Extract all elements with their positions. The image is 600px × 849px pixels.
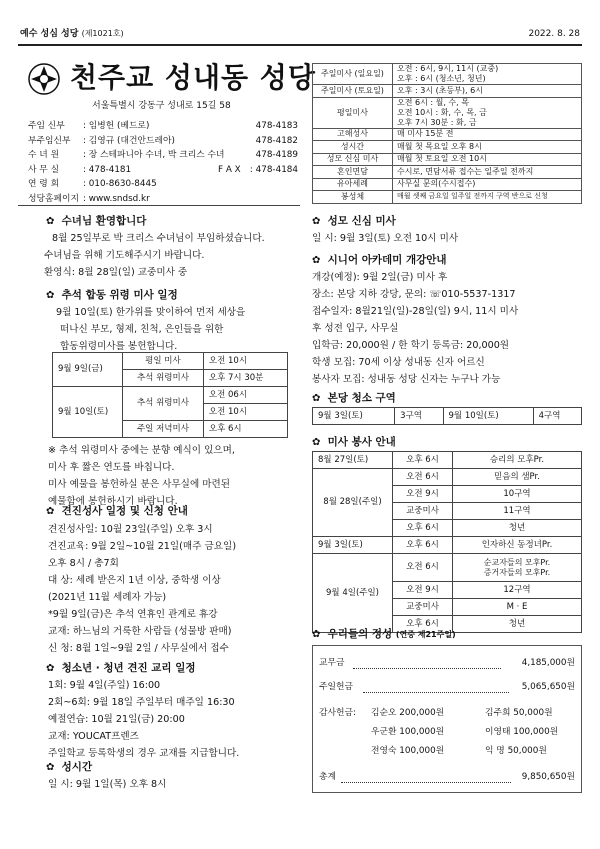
- table-row: 9월 10일(토) 추석 위령미사 오전 06시: [53, 387, 288, 404]
- mass-offer-table: [312, 451, 582, 633]
- table-row: 봉성체 매월 셋째 금요일 일주일 전까지 구역 반으로 신청: [313, 191, 582, 204]
- flower-icon: ✿: [46, 290, 55, 301]
- table-row: 주일미사 (토요일) 오후 : 3시 (초등부), 6시: [313, 85, 582, 98]
- table-row: 교중미사 M · E: [313, 599, 582, 616]
- table-row: 9월 4일(주일) 오전 6시 순교자들의 모후Pr. 증거자들의 모후Pr.: [313, 554, 582, 582]
- senior-title: ✿ 시니어 아카데미 개강안내: [312, 254, 447, 266]
- table-row: 유아세례 사무실 문의(수시접수): [313, 178, 582, 191]
- bulletin-name: 예수 성심 성당 (제1021호): [20, 29, 124, 39]
- flower-icon: ✿: [312, 255, 321, 266]
- chuseok-notes: ※ 추석 위령미사 중에는 분향 예식이 있으며, 미사 후 짧은 연도를 바칩니다. 미사 예물을 봉헌하실 분은 사무실에 마련된 예물함에 봉헌하시기 바랍니다.: [48, 445, 235, 507]
- table-row: 9월 3일(토) 오후 6시 인자하신 동정녀Pr.: [313, 537, 582, 554]
- confirmation-title: ✿ 견진성사 일정 및 신청 안내: [46, 505, 188, 517]
- table-row: 오전 9시 12구역: [313, 582, 582, 599]
- church-address: 서울특별시 강동구 성내로 15길 58: [92, 101, 231, 111]
- flower-icon: ✿: [312, 437, 321, 448]
- cleaning-title: ✿ 본당 청소 구역: [312, 392, 396, 404]
- mass-schedule-table: [312, 63, 582, 204]
- staff-row: 성당홈페이지 : www.sndsd.kr: [28, 193, 150, 204]
- church-logo-icon: [28, 63, 60, 95]
- cleaning-table: [312, 407, 582, 425]
- staff-row: 부주임신부 : 김영규 (대건안드레아) 478-4182: [28, 135, 298, 146]
- divider: [18, 205, 300, 206]
- bulletin-header-bar: [18, 28, 582, 46]
- table-row: 성시간 매월 첫 목요일 오후 8시: [313, 141, 582, 154]
- table-row: 9월 9일(금) 평일 미사 오전 10시: [53, 353, 288, 370]
- divider: [353, 668, 501, 669]
- bulletin-date: 2022. 8. 28: [528, 29, 580, 39]
- holyhour-title: ✿ 성시간: [46, 761, 93, 773]
- chuseok-text: 9월 10일(토) 한가위를 맞이하여 먼저 세상을 떠나신 부모, 형제, 친척, 은인들을 위한 합동위령미사를 봉헌합니다.: [56, 307, 246, 352]
- marian-text: 일 시: 9월 3일(토) 오전 10시 미사: [312, 233, 459, 244]
- flower-icon: ✿: [312, 393, 321, 404]
- holyhour-text: 일 시: 9월 1일(목) 오후 8시: [48, 779, 167, 790]
- chuseok-title: ✿ 추석 합동 위령 미사 일정: [46, 289, 178, 301]
- flower-icon: ✿: [46, 663, 55, 674]
- table-row: 주일미사 (일요일) 오전 : 6시, 9시, 11시 (교중) 오후 : 6시 (청소년, 청년): [313, 64, 582, 85]
- mass-offer-title: ✿ 미사 봉사 안내: [312, 436, 396, 448]
- marian-title: ✿ 성모 신심 미사: [312, 215, 396, 227]
- divider: [363, 692, 509, 693]
- staff-row: 수 녀 원 : 장 스테파니아 수녀, 박 크리스 수녀 478-4189: [28, 150, 298, 160]
- chuseok-table: [52, 352, 288, 438]
- staff-row: 연 령 회 : 010-8630-8445: [28, 179, 157, 189]
- divider: [341, 782, 511, 783]
- table-row: 혼인면담 수시로, 면담서류 접수는 일주일 전까지: [313, 166, 582, 179]
- table-row: 오후 6시 청년: [313, 520, 582, 537]
- flower-icon: ✿: [46, 216, 55, 227]
- youth-text: 1회: 9월 4일(주일) 16:00 2회~6회: 9월 18일 주일부터 매주일 16:30 예절연습: 10월 21일(금) 20:00 교재: YOUCAT프렌즈 주일학교 등록학생의 경우 교재를 지급합니다.: [48, 680, 240, 759]
- table-row: 추석 위령미사 오후 7시 30분: [53, 370, 288, 387]
- table-row: 평일미사 오전 6시 : 월, 수, 목 오전 10시 : 화, 수, 목, 금 오후 7시 30분 : 화, 금: [313, 97, 582, 128]
- table-row: 교중미사 11구역: [313, 503, 582, 520]
- staff-row: 사 무 실 : 478-4181 F A X : 478-4184: [28, 164, 298, 175]
- table-row: 성모 신심 미사 매월 첫 토요일 오전 10시: [313, 153, 582, 166]
- table-row: 9월 3일(토) 3구역 9월 10일(토) 4구역: [313, 408, 582, 425]
- confirmation-text: 견진성사일: 10월 23일(주일) 오후 3시 견진교육: 9월 2일~10월 21일(매주 금요일) 오후 8시 / 총7회 대 상: 세례 받은지 1년 이상, 중학생 이상 (2021년 11월 세례자 가능) *9월 9일(금)은 추석 연휴인 관계로 휴강 교재: 하느님의 거룩한 사람들 (성물방 판매) 신 청: 8월 1일~9월 2일 / 사무실에서 접수: [48, 524, 237, 654]
- offering-box: 교무금 4,185,000원 주일헌금 5,065,650원 감사헌금: 김순오 200,000원 김주희 50,000원 우군환 100,000원 이영태 100,000원 전영숙 100,000원 익 명 50,000원 총계 9,850,650원: [312, 645, 582, 793]
- staff-list: [28, 121, 298, 208]
- table-row: 오전 9시 10구역: [313, 486, 582, 503]
- church-title: 천주교 성내동 성당: [70, 61, 316, 94]
- offering-title: ✿ 우리들의 정성 (연중 제21주일): [312, 628, 456, 640]
- staff-row: 주임 신부 : 임병헌 (베드로) 478-4183: [28, 121, 298, 131]
- table-row: 8월 28일(주일) 오전 6시 믿음의 샘Pr.: [313, 469, 582, 486]
- table-row: 주일 저녁미사 오후 6시: [53, 421, 288, 438]
- flower-icon: ✿: [46, 506, 55, 517]
- youth-title: ✿ 청소년 · 청년 견진 교리 일정: [46, 662, 196, 674]
- table-row: 8월 27일(토) 오후 6시 승리의 모후Pr.: [313, 452, 582, 469]
- senior-text: 개강(예정): 9월 2일(금) 미사 후 장소: 본당 지하 강당, 문의: ☏010-5537-1317 접수일자: 8월21일(일)-28일(일) 9시, 11시 미사 후 성전 입구, 사무실 입학금: 20,000원 / 한 학기 등록금: 20,000원 학생 모집: 70세 이상 성내동 신자 어르신 봉사자 모집: 성내동 성당 신자는 누구나 가능: [312, 272, 519, 385]
- flower-icon: ✿: [46, 762, 55, 773]
- nuns-welcome-title: ✿ 수녀님 환영합니다: [46, 215, 147, 227]
- table-row: 고해성사 매 미사 15분 전: [313, 128, 582, 141]
- flower-icon: ✿: [312, 629, 321, 640]
- table-row: 오전 10시: [53, 404, 288, 421]
- flower-icon: ✿: [312, 216, 321, 227]
- nuns-welcome-text: 8월 25일부로 박 크리스 수녀님이 부임하셨습니다. 수녀님을 위해 기도해주시기 바랍니다. 환영식: 8월 28일(일) 교중미사 중: [44, 233, 265, 278]
- table-row: 오후 6시 청년: [313, 616, 582, 633]
